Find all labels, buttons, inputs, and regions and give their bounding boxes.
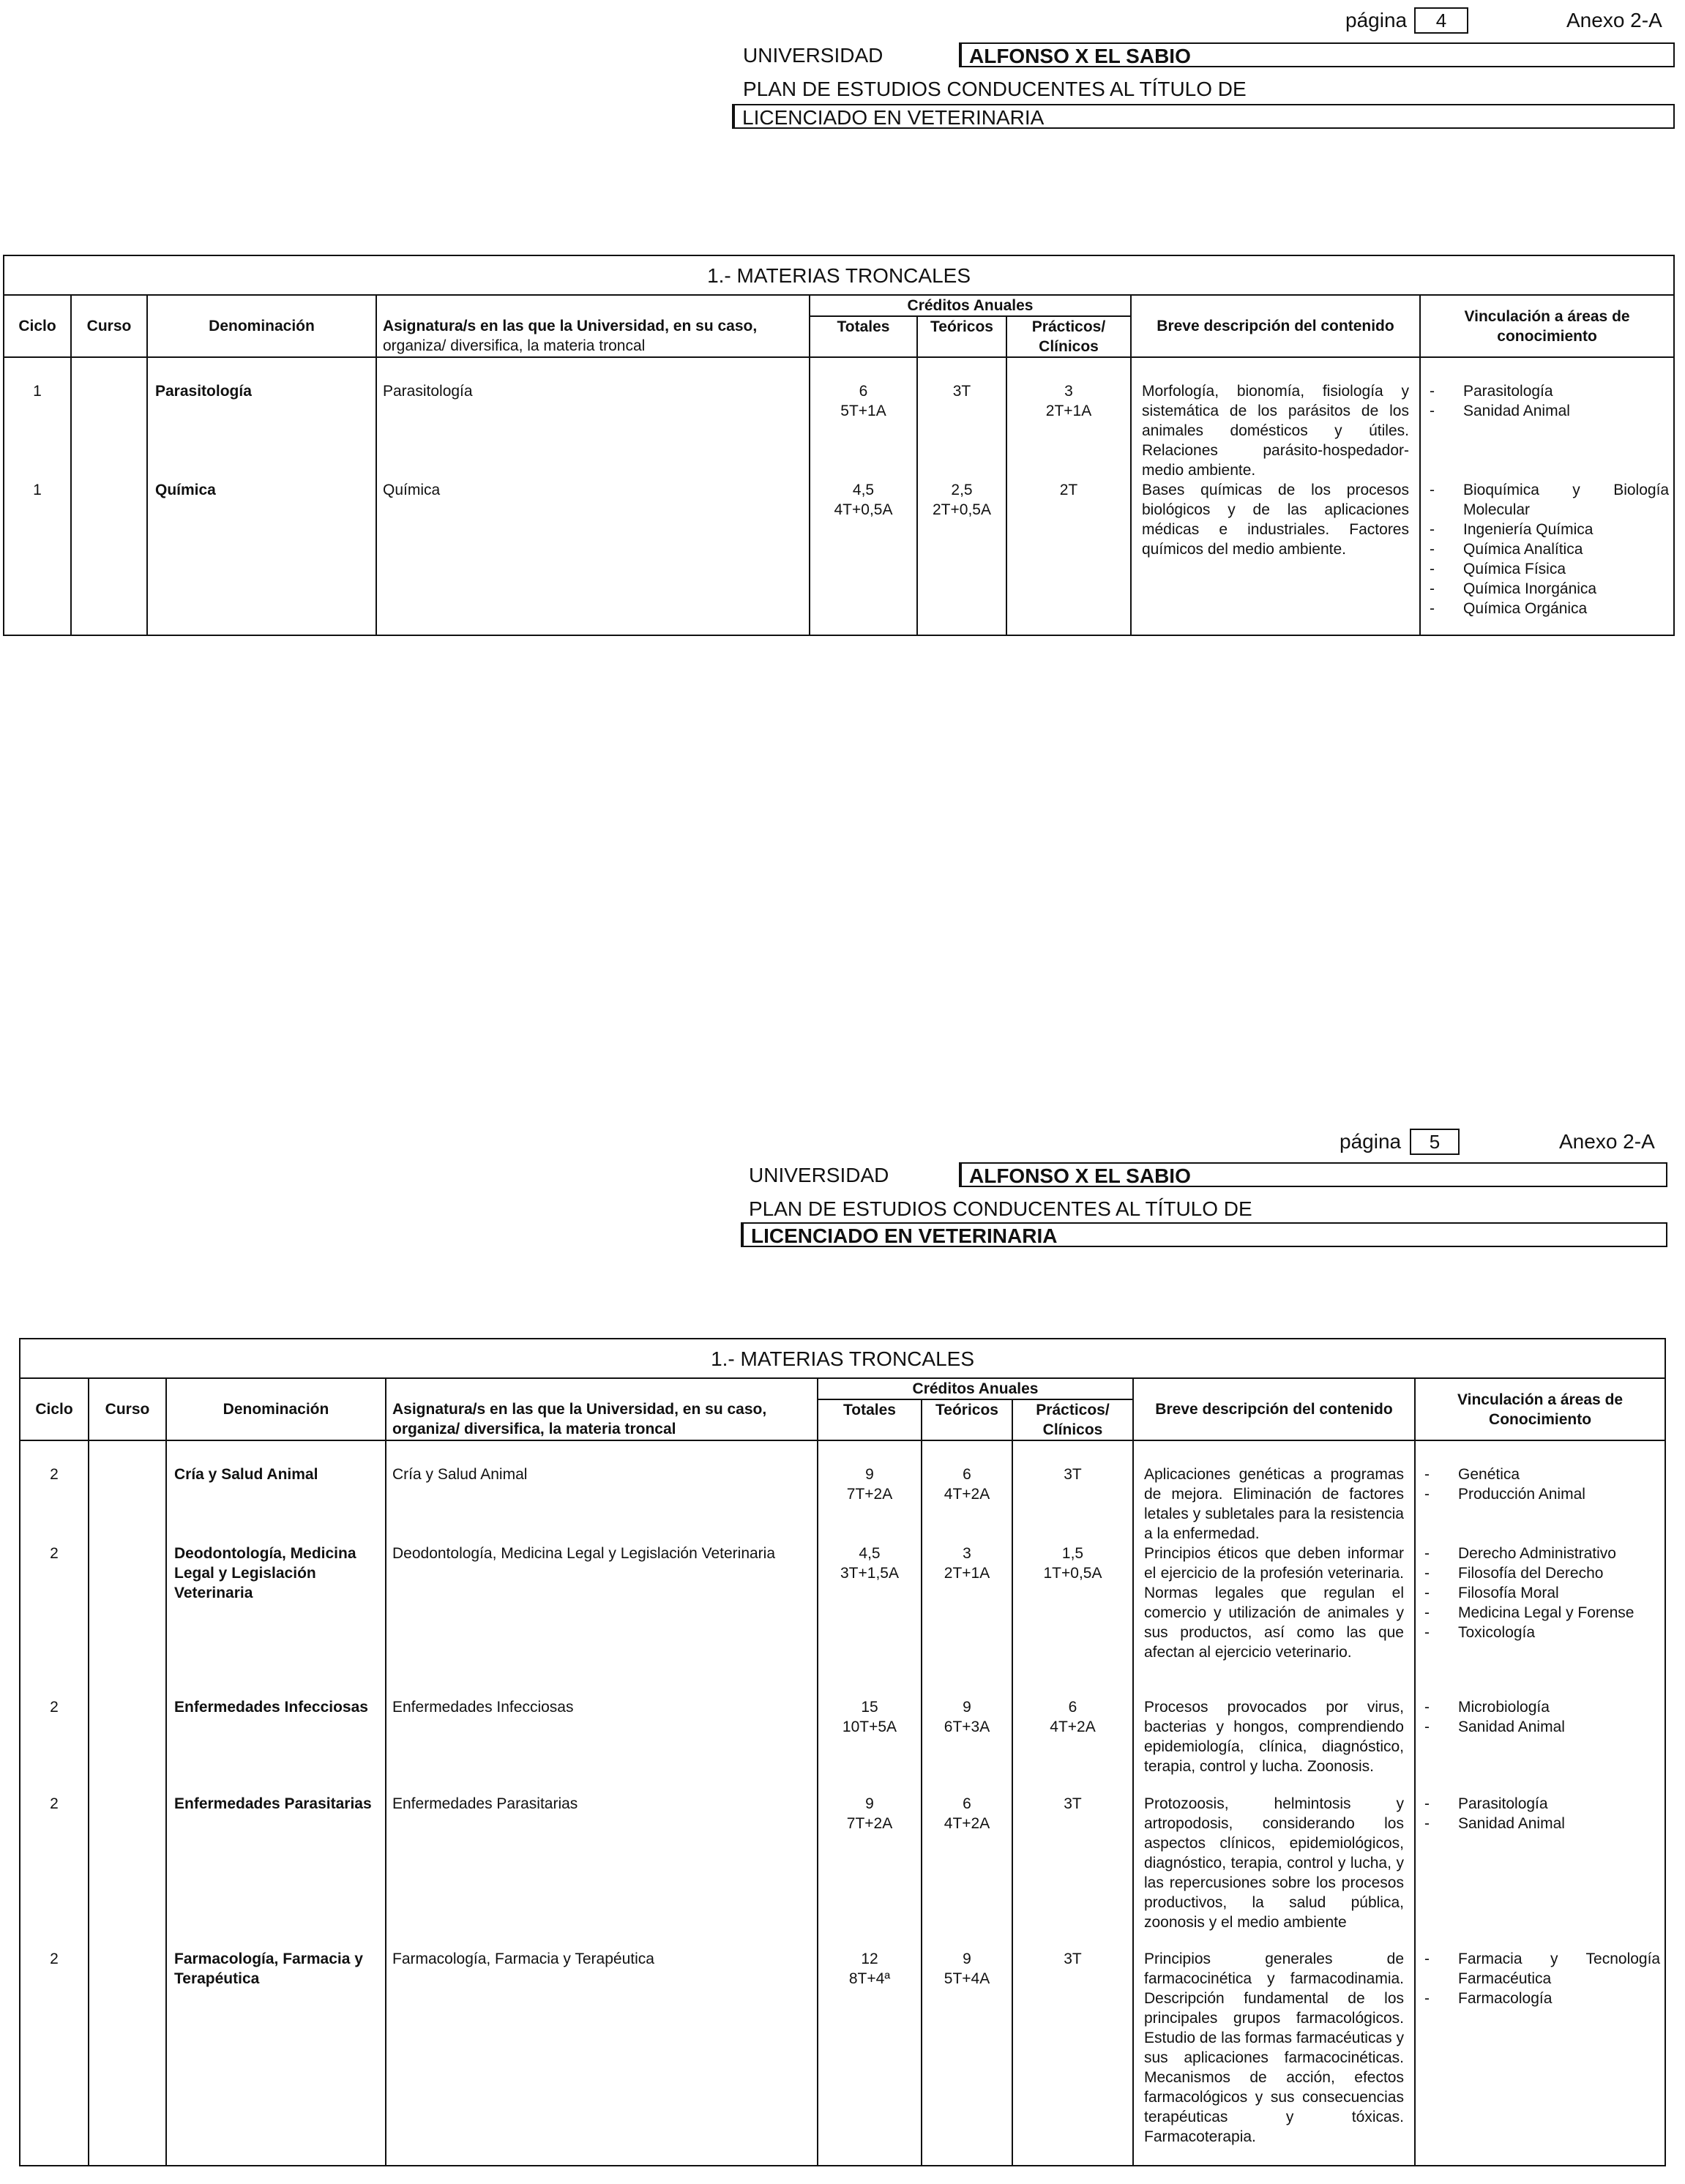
row-descripcion: Principios éticos que deben informar el ejercicio de la profesión veterinaria. Normas legales que regulan el comercio y utilización de animales y sus productos, así como las que afectan al ejercicio veterinario. [1144, 1545, 1404, 1661]
col-curso: Curso [89, 1378, 166, 1440]
page-label: página [1340, 1130, 1402, 1153]
row-ciclo: 2 [50, 1699, 59, 1716]
row-practicos: 1,5 [1061, 1545, 1084, 1562]
col-vinculacion-line1: Vinculación a áreas de [1457, 1391, 1624, 1408]
row-practicos: 3T [1064, 1795, 1082, 1812]
col-asignatura-line2: organiza/ diversifica, la materia troncal [392, 1420, 676, 1437]
row-totales-sub: 5T+1A [840, 403, 886, 419]
col-asignatura-line1: Asignatura/s en las que la Universidad, en su caso, [392, 1400, 767, 1418]
row-totales-sub: 10T+5A [842, 1719, 897, 1735]
area-item: - Química Física [1430, 561, 1566, 577]
row-totales-sub: 4T+0,5A [834, 501, 893, 518]
row-practicos-sub: 4T+2A [1050, 1719, 1096, 1735]
table-row [20, 1949, 1665, 2166]
row-descripcion: Protozoosis, helmintosis y artropodosis, considerando los aspectos clínicos, epidemiológicos, diagnóstico, terapia, control y lucha, y las repercusiones sobre los procesos productivos, la salud pública, zoonosis y el medio ambiente [1144, 1795, 1404, 1931]
row-ciclo: 2 [50, 1951, 59, 1967]
row-totales-sub: 3T+1,5A [840, 1565, 899, 1582]
row-teoricos: 9 [963, 1699, 971, 1716]
col-practicos-line2: Clínicos [1042, 1421, 1103, 1438]
col-vinculacion-line2: conocimiento [1497, 327, 1597, 345]
materias-troncales-table [3, 255, 1675, 636]
area-item: - Sanidad Animal [1424, 1719, 1565, 1735]
page-5 [0, 1092, 1685, 2184]
row-asignatura: Farmacología, Farmacia y Terapéutica [392, 1951, 654, 1967]
row-totales: 9 [865, 1466, 874, 1483]
table-row [20, 1544, 1665, 1697]
page-number-box: 4 [1414, 7, 1468, 34]
row-totales-sub: 8T+4ª [848, 1970, 891, 1987]
row-asignatura: Deodontología, Medicina Legal y Legislación Veterinaria [392, 1545, 776, 1562]
area-item: - Parasitología [1424, 1795, 1548, 1812]
area-item: - Bioquímica y Biología Molecular [1430, 482, 1670, 518]
row-ciclo: 2 [50, 1466, 59, 1483]
row-asignatura: Enfermedades Parasitarias [392, 1795, 578, 1812]
row-asignatura: Cría y Salud Animal [392, 1466, 528, 1483]
col-denominacion: Denominación [166, 1378, 386, 1440]
row-teoricos: 3 [963, 1545, 971, 1562]
row-teoricos: 9 [963, 1951, 971, 1967]
col-asignatura-line2: organiza/ diversifica, la materia troncal [383, 337, 646, 354]
row-areas [1430, 358, 1669, 421]
table-row [20, 1440, 1665, 1544]
row-practicos-sub: 2T+1A [1045, 403, 1092, 419]
materias-troncales-table [19, 1338, 1666, 2166]
col-descripcion: Breve descripción del contenido [1131, 295, 1420, 357]
row-totales: 15 [861, 1699, 878, 1716]
area-item: - Sanidad Animal [1430, 403, 1570, 419]
col-practicos [1006, 316, 1131, 357]
row-denominacion: Farmacología, Farmacia y Terapéutica [174, 1951, 363, 1987]
col-practicos-line2: Clínicos [1039, 338, 1099, 355]
col-denominacion: Denominación [147, 295, 376, 357]
page-number-box: 5 [1410, 1129, 1460, 1155]
col-practicos [1012, 1399, 1133, 1440]
row-practicos: 3T [1064, 1466, 1082, 1483]
table-row [20, 1697, 1665, 1794]
row-denominacion: Cría y Salud Animal [174, 1466, 318, 1483]
col-totales: Totales [810, 316, 917, 357]
area-item: - Química Orgánica [1430, 600, 1588, 617]
col-creditos: Créditos Anuales [818, 1378, 1133, 1399]
row-ciclo: 2 [50, 1795, 59, 1812]
row-areas [1424, 1794, 1660, 1833]
col-asignatura-line1: Asignatura/s en las que la Universidad, en su caso, [383, 317, 758, 334]
row-areas [1430, 480, 1669, 618]
row-asignatura: Química [383, 482, 441, 498]
col-practicos-line1: Prácticos/ [1036, 1402, 1110, 1418]
col-ciclo: Ciclo [20, 1378, 89, 1440]
row-teoricos: 3T [952, 383, 971, 400]
col-teoricos: Teóricos [917, 316, 1006, 357]
table-row [4, 480, 1674, 635]
col-practicos-line1: Prácticos/ [1031, 318, 1106, 335]
row-asignatura: Enfermedades Infecciosas [392, 1699, 574, 1716]
col-vinculacion-line2: Conocimiento [1489, 1410, 1592, 1428]
row-denominacion: Enfermedades Infecciosas [174, 1699, 368, 1716]
area-item: - Sanidad Animal [1424, 1815, 1565, 1832]
row-ciclo: 1 [33, 482, 42, 498]
plan-label: PLAN DE ESTUDIOS CONDUCENTES AL TÍTULO DE [749, 1197, 1252, 1220]
row-curso [72, 358, 146, 381]
university-name-box: ALFONSO X EL SABIO [959, 1162, 1667, 1187]
row-denominacion: Química [155, 482, 216, 498]
row-denominacion: Deodontología, Medicina Legal y Legislación Veterinaria [174, 1545, 356, 1601]
row-descripcion: Principios generales de farmacocinética y farmacodinamia. Descripción fundamental de los principales grupos farmacológicos. Estudio de las formas farmacéuticas y sus aplicaciones farmacocinéticas. Mecanismos de acción, efectos farmacológicos y sus consecuencias terapéuticas y tóxicas. Farmacoterapia. [1144, 1951, 1404, 2145]
col-vinculacion [1415, 1378, 1665, 1440]
row-totales: 4,5 [859, 1545, 881, 1562]
row-descripcion: Morfología, bionomía, fisiología y sistemática de los parásitos de los animales domésticos y útiles. Relaciones parásito-hospedador-medio ambiente. [1142, 383, 1409, 479]
area-item: - Farmacología [1424, 1990, 1553, 2007]
university-label: UNIVERSIDAD [749, 1164, 889, 1186]
area-item: - Derecho Administrativo [1424, 1545, 1616, 1562]
row-totales: 4,5 [852, 482, 875, 498]
col-teoricos: Teóricos [922, 1399, 1012, 1440]
row-totales: 6 [859, 383, 868, 400]
row-ciclo: 1 [33, 383, 42, 400]
row-curso [89, 1441, 165, 1465]
row-practicos: 3 [1064, 383, 1073, 400]
row-teoricos: 6 [963, 1466, 971, 1483]
row-ciclo: 2 [50, 1545, 59, 1562]
area-item: - Parasitología [1430, 383, 1553, 400]
degree-box: LICENCIADO EN VETERINARIA [732, 104, 1675, 129]
row-descripcion: Aplicaciones genéticas a programas de mejora. Eliminación de factores letales y subletales para la resistencia a la enfermedad. [1144, 1466, 1404, 1542]
area-item: - Filosofía del Derecho [1424, 1565, 1604, 1582]
row-descripcion: Procesos provocados por virus, bacterias y hongos, comprendiendo epidemiología, clínica, diagnóstico, terapia, control y lucha. Zoonosis. [1144, 1699, 1404, 1775]
row-areas [1424, 1544, 1660, 1642]
row-areas [1424, 1441, 1660, 1504]
row-practicos: 2T [1059, 482, 1078, 498]
area-item: - Toxicología [1424, 1624, 1536, 1641]
university-name-box: ALFONSO X EL SABIO [959, 42, 1675, 67]
row-teoricos-sub: 2T+1A [944, 1565, 990, 1582]
row-teoricos-sub: 5T+4A [944, 1970, 990, 1987]
row-asignatura: Parasitología [383, 383, 473, 400]
col-descripcion: Breve descripción del contenido [1133, 1378, 1415, 1440]
table-title: 1.- MATERIAS TRONCALES [4, 255, 1674, 295]
row-practicos: 6 [1068, 1699, 1077, 1716]
col-vinculacion-line1: Vinculación a áreas de [1464, 307, 1630, 325]
row-teoricos-sub: 6T+3A [944, 1719, 990, 1735]
row-areas [1424, 1697, 1660, 1737]
annex-label: Anexo 2-A [1566, 9, 1662, 31]
table-row [20, 1794, 1665, 1949]
row-descripcion: Bases químicas de los procesos biológicos y de las aplicaciones médicas e industriales. Factores químicos del medio ambiente. [1142, 482, 1409, 558]
col-curso: Curso [71, 295, 147, 357]
table-title: 1.- MATERIAS TRONCALES [20, 1339, 1665, 1378]
row-practicos-sub: 1T+0,5A [1043, 1565, 1102, 1582]
row-areas [1424, 1949, 1660, 2008]
degree-box: LICENCIADO EN VETERINARIA [741, 1222, 1667, 1247]
area-item: - Ingeniería Química [1430, 521, 1594, 538]
area-item: - Medicina Legal y Forense [1424, 1604, 1634, 1621]
university-label: UNIVERSIDAD [743, 44, 883, 67]
row-denominacion: Enfermedades Parasitarias [174, 1795, 372, 1812]
row-totales-sub: 7T+2A [846, 1815, 893, 1832]
area-item: - Microbiología [1424, 1699, 1550, 1716]
col-asignatura [376, 295, 810, 357]
area-item: - Farmacia y Tecnología Farmacéutica [1424, 1951, 1661, 1987]
row-teoricos: 2,5 [951, 482, 973, 498]
row-practicos: 3T [1064, 1951, 1082, 1967]
col-asignatura [386, 1378, 818, 1440]
col-totales: Totales [818, 1399, 922, 1440]
page-label: página [1345, 9, 1408, 31]
col-vinculacion [1420, 295, 1674, 357]
area-item: - Química Inorgánica [1430, 580, 1597, 597]
row-totales: 12 [861, 1951, 878, 1967]
plan-label: PLAN DE ESTUDIOS CONDUCENTES AL TÍTULO DE [743, 78, 1247, 100]
area-item: - Producción Animal [1424, 1486, 1585, 1503]
row-teoricos: 6 [963, 1795, 971, 1812]
row-teoricos-sub: 4T+2A [944, 1486, 990, 1503]
annex-label: Anexo 2-A [1559, 1130, 1655, 1153]
table-row [4, 357, 1674, 480]
col-creditos: Créditos Anuales [810, 295, 1131, 316]
row-teoricos-sub: 2T+0,5A [933, 501, 991, 518]
row-totales: 9 [865, 1795, 874, 1812]
area-item: - Filosofía Moral [1424, 1585, 1559, 1601]
col-ciclo: Ciclo [4, 295, 71, 357]
row-denominacion: Parasitología [155, 383, 252, 400]
area-item: - Química Analítica [1430, 541, 1583, 558]
row-teoricos-sub: 4T+2A [944, 1815, 990, 1832]
row-totales-sub: 7T+2A [846, 1486, 893, 1503]
area-item: - Genética [1424, 1466, 1520, 1483]
